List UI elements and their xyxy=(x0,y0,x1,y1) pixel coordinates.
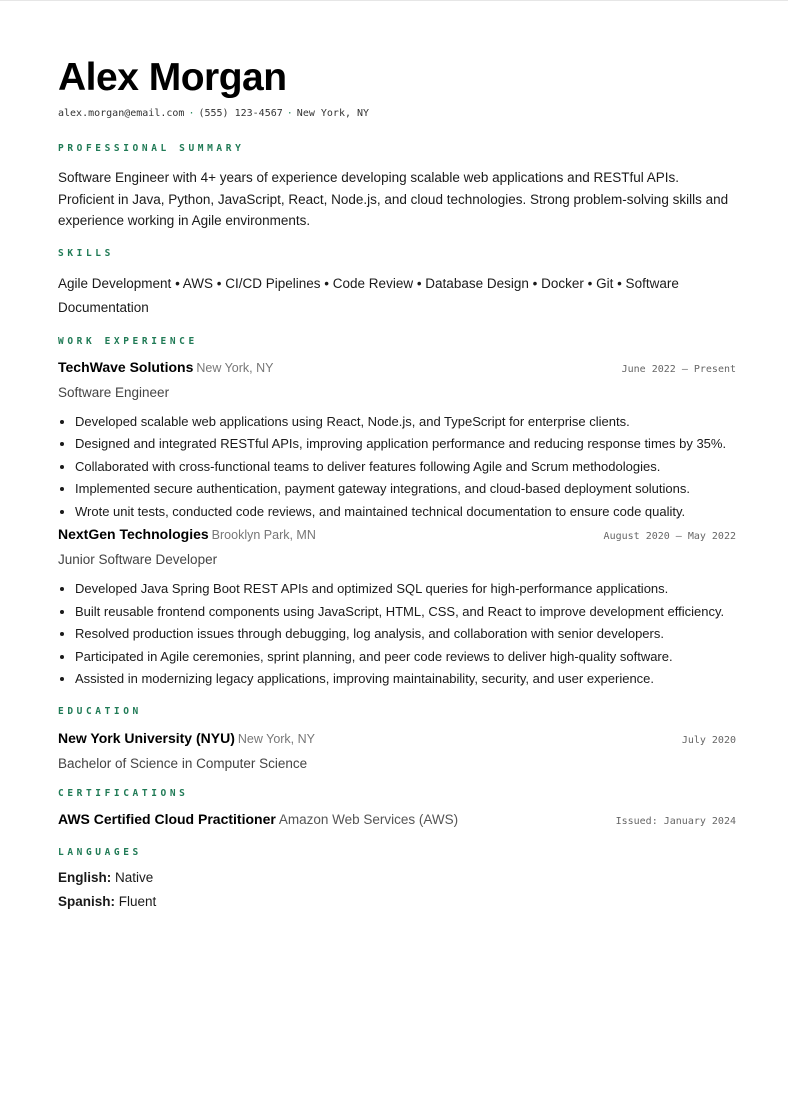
candidate-name: Alex Morgan xyxy=(58,56,287,99)
section-title-experience: WORK EXPERIENCE xyxy=(58,335,198,347)
certification-dates: Issued: January 2024 xyxy=(615,815,736,827)
language-item xyxy=(58,869,736,887)
list-item: • Built reusable frontend components using JavaScript, HTML, CSS, and React to improve development efficiency. xyxy=(75,602,736,622)
skills-text: Agile Development • AWS • CI/CD Pipelines • Code Review • Database Design • Docker • Git • Software Documentation xyxy=(58,275,679,315)
degree: Bachelor of Science in Computer Science xyxy=(58,755,308,771)
resume-page xyxy=(0,1,788,911)
language-name: Spanish: xyxy=(58,893,116,909)
list-item: • Resolved production issues through debugging, log analysis, and collaboration with senior developers. xyxy=(75,624,736,644)
certification-issuer: Amazon Web Services (AWS) xyxy=(278,811,459,827)
location: New York, NY xyxy=(296,108,370,119)
job-bullets xyxy=(58,412,736,522)
language-item xyxy=(58,893,736,911)
company-name: TechWave Solutions xyxy=(58,358,194,375)
list-item: • Implemented secure authentication, payment gateway integrations, and cloud-based deployment solutions. xyxy=(75,479,736,499)
list-item: • Developed Java Spring Boot REST APIs and optimized SQL queries for high-performance applications. xyxy=(75,579,736,599)
list-item: • Participated in Agile ceremonies, sprint planning, and peer code reviews to deliver high-quality software. xyxy=(75,647,736,667)
school-location: New York, NY xyxy=(237,731,315,746)
language-level: Native xyxy=(115,869,154,885)
company-location: New York, NY xyxy=(196,360,274,375)
summary-text: Software Engineer with 4+ years of experience developing scalable web applications and RESTful APIs. Proficient in Java, Python, JavaScript, React, Node.js, and cloud technologies. Strong problem-solving skills and experience working in Agile environments. xyxy=(58,170,729,228)
job-bullets xyxy=(58,579,736,689)
contact-line xyxy=(58,107,736,121)
job-dates: June 2022 – Present xyxy=(621,363,736,375)
school-name: New York University (NYU) xyxy=(58,729,235,746)
certification-entry xyxy=(58,810,736,831)
education-dates: July 2020 xyxy=(681,734,736,746)
job-role: Software Engineer xyxy=(58,384,170,400)
company-location: Brooklyn Park, MN xyxy=(211,528,316,542)
job-dates: August 2020 – May 2022 xyxy=(603,531,736,542)
language-name: English: xyxy=(58,869,112,885)
list-item: • Collaborated with cross-functional teams to deliver features following Agile and Scrum methodologies. xyxy=(75,457,736,477)
job-header xyxy=(58,358,736,379)
list-item: • Designed and integrated RESTful APIs, improving application performance and reducing response times by 35%. xyxy=(75,434,736,454)
section-title-certifications: CERTIFICATIONS xyxy=(58,787,189,799)
job-header xyxy=(58,525,736,546)
job-entry xyxy=(58,525,736,689)
section-title-languages: LANGUAGES xyxy=(58,846,142,858)
list-item: • Developed scalable web applications using React, Node.js, and TypeScript for enterprise clients. xyxy=(75,412,736,432)
section-title-skills: SKILLS xyxy=(58,247,114,259)
certification-name: AWS Certified Cloud Practitioner xyxy=(58,810,276,827)
education-header xyxy=(58,729,736,750)
email: alex.morgan@email.com xyxy=(58,108,185,119)
language-level: Fluent xyxy=(118,893,157,909)
education-entry xyxy=(58,729,736,773)
section-title-education: EDUCATION xyxy=(58,705,142,717)
section-title-summary: PROFESSIONAL SUMMARY xyxy=(58,143,245,154)
separator: · xyxy=(188,108,195,119)
company-name: NextGen Technologies xyxy=(58,526,209,542)
phone: (555) 123-4567 xyxy=(198,108,283,119)
job-role: Junior Software Developer xyxy=(58,552,218,567)
list-item: • Assisted in modernizing legacy applications, improving maintainability, security, and user experience. xyxy=(75,669,736,689)
list-item: • Wrote unit tests, conducted code reviews, and maintained technical documentation to ensure code quality. xyxy=(75,502,736,522)
separator: · xyxy=(286,108,293,119)
job-entry xyxy=(58,358,736,522)
